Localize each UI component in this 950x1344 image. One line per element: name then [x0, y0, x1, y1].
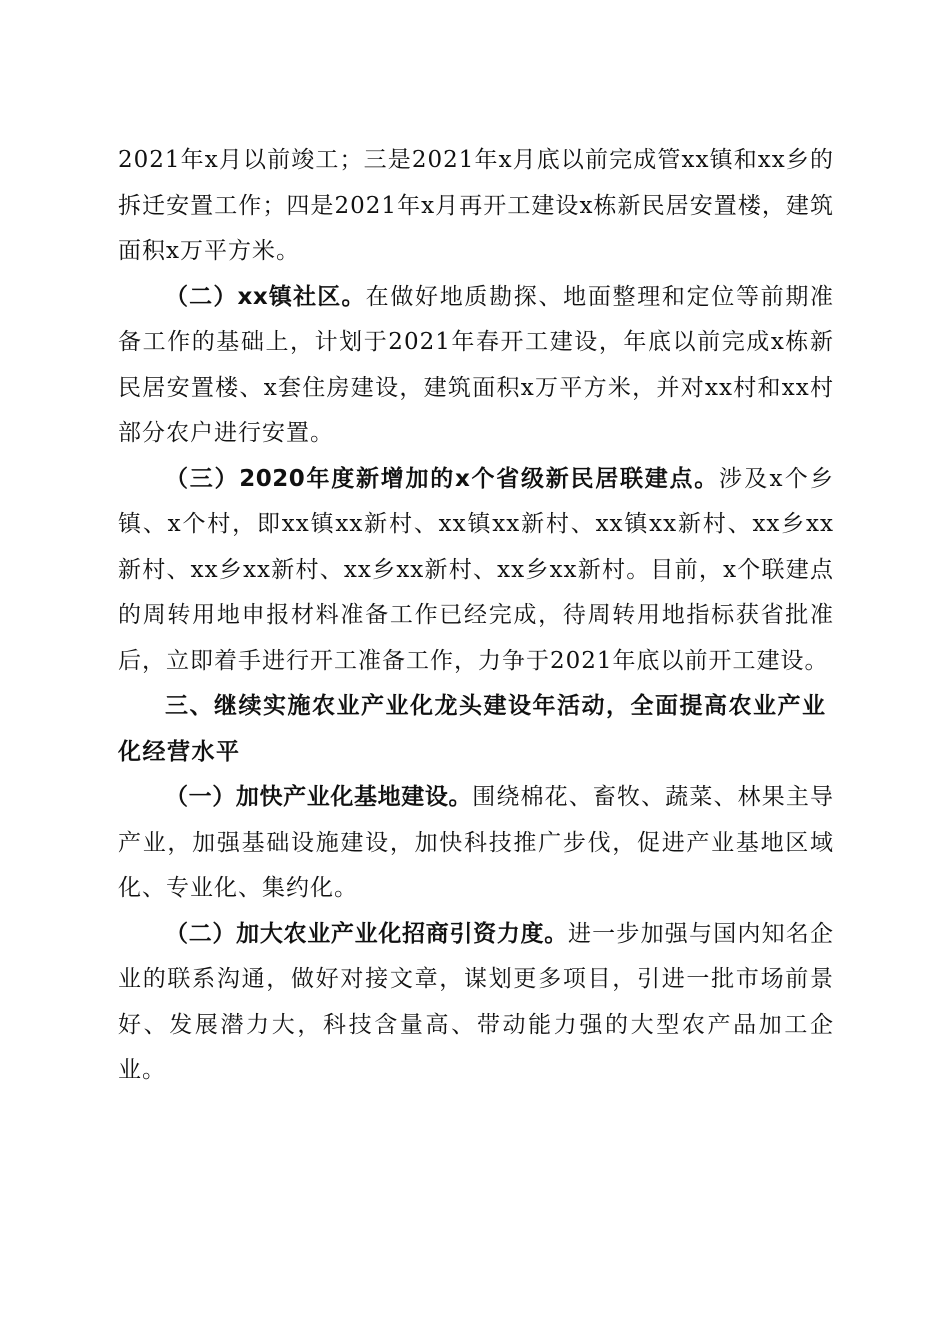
paragraph-body: 涉及x个乡镇、x个村，即xx镇xx新村、xx镇xx新村、xx镇xx新村、xx乡xx新村、xx乡xx新村、xx乡xx新村、xx乡xx新村。目前，x个联建点的周转用地申报材料准备工作已经完成，待周转用地指标获省批准后，立即着手进行开工准备工作，力争于2021年底以前开工建设。 [118, 465, 834, 674]
paragraph-lead: （二）xx镇社区。 [165, 283, 366, 310]
paragraph-base-construction [118, 775, 834, 912]
document-page [118, 138, 834, 1094]
paragraph-body: 围绕棉花、畜牧、蔬菜、林果主导产业，加强基础设施建设，加快科技推广步伐，促进产业基地区域化、专业化、集约化。 [118, 784, 835, 901]
paragraph-body: 进一步加强与国内知名企业的联系沟通，做好对接文章，谋划更多项目，引进一批市场前景好、发展潜力大，科技含量高、带动能力强的大型农产品加工企业。 [118, 920, 835, 1083]
section-heading: 三、继续实施农业产业化龙头建设年活动，全面提高农业产业化经营水平 [118, 693, 827, 765]
paragraph-continuation [118, 138, 834, 275]
paragraph-lead: （三）2020年度新增加的x个省级新民居联建点。 [165, 465, 720, 492]
paragraph-community [118, 275, 834, 457]
paragraph-lead: （一）加快产业化基地建设。 [165, 784, 473, 810]
paragraph-body: 2021年x月以前竣工；三是2021年x月底以前完成管xx镇和xx乡的拆迁安置工作；四是2021年x月再开工建设x栋新民居安置楼，建筑面积x万平方米。 [118, 147, 834, 264]
paragraph-joint-sites [118, 457, 834, 685]
paragraph-lead: （二）加大农业产业化招商引资力度。 [165, 920, 568, 947]
paragraph-body: 在做好地质勘探、地面整理和定位等前期准备工作的基础上，计划于2021年春开工建设，年底以前完成x栋新民居安置楼、x套住房建设，建筑面积x万平方米，并对xx村和xx村部分农户进行安置。 [118, 283, 835, 446]
paragraph-investment [118, 912, 834, 1094]
